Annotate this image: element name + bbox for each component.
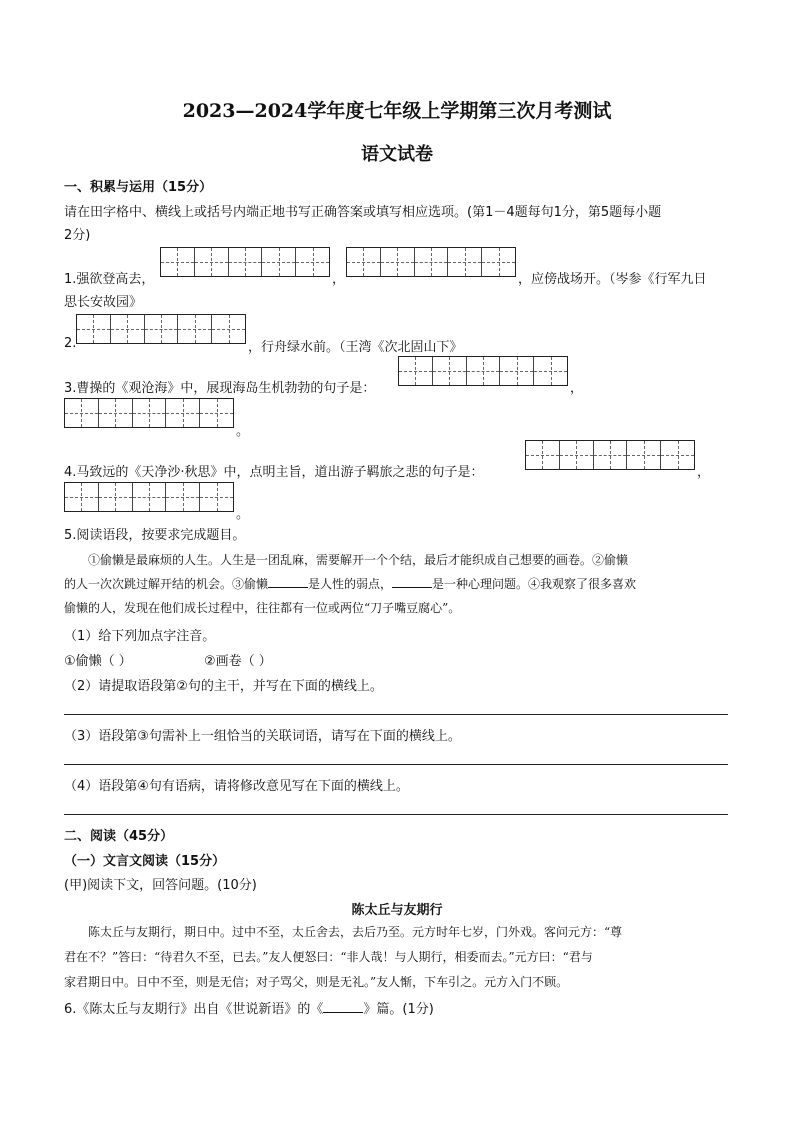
q3-answer-grid-1[interactable] [398,356,568,386]
q6-suffix: 》篇。(1分) [363,1002,434,1017]
q5-sub3: （3）语段第③句需补上一组恰当的关联词语，请写在下面的横线上。 [64,729,461,744]
q5-passage-line2a: 的人一次次跳过解开结的机会。③偷懒 [64,577,269,591]
q4-answer-grid-2[interactable] [64,482,234,512]
q3-comma: ， [570,381,584,396]
q1-prefix: 1.强欲登高去， [64,272,155,287]
q1-answer-grid-2[interactable] [346,247,516,277]
q5-blank-1[interactable] [268,575,308,588]
q2-answer-grid[interactable] [76,314,246,344]
q4-answer-grid-1[interactable] [525,440,695,470]
q6-prefix: 6.《陈太丘与友期行》出自《世说新语》的《 [64,1002,324,1017]
q1-suffix2: 思长安故园》 [64,295,143,310]
q5-sub2-answer-line[interactable] [64,714,728,715]
q1-comma: ， [332,272,346,287]
q3-text: 3.曹操的《观沧海》中，展现海岛生机勃勃的句子是： [64,381,376,396]
q5-sub3-answer-line[interactable] [64,764,728,765]
passage-line2: 君在不？”答曰：“待君久不至，已去。”友人便怒曰：“非人哉！与人期行，相委而去。”元方曰：“君与 [64,950,593,964]
q1-answer-grid-1[interactable] [160,247,330,277]
q4-text: 4.马致远的《天净沙·秋思》中，点明主旨，道出游子羁旅之悲的句子是： [64,465,484,480]
q5-sub4: （4）语段第④句有语病，请将修改意见写在下面的横线上。 [64,779,409,794]
part-a-instruction: (甲)阅读下文，回答问题。(10分) [64,878,257,893]
q3-end: 。 [236,424,250,439]
q2-suffix: ，行舟绿水前。（王湾《次北固山下》 [248,340,463,355]
q5-intro: 5.阅读语段，按要求完成题目。 [64,528,246,543]
q5-blank-2[interactable] [392,575,432,588]
q3-answer-grid-2[interactable] [64,398,234,428]
instructions-line2: 2分) [64,228,91,243]
instructions-line1: 请在田字格中、横线上或括号内端正地书写正确答案或填写相应选项。(第1－4题每句1分，第5题每小题 [64,205,662,220]
section2-subheading: （一）文言文阅读（15分） [64,854,226,869]
q5-sub1-a[interactable]: ①偷懒（ ） [64,654,132,669]
section2-heading: 二、阅读（45分） [64,829,174,844]
q5-passage-line2b: 是人性的弱点， [308,577,393,591]
q5-passage-line2c: 是一种心理问题。④我观察了很多喜欢 [432,577,637,591]
q6 [64,998,434,1017]
q5-sub4-answer-line[interactable] [64,814,728,815]
q4-comma: ， [697,465,711,480]
q5-passage-line2 [64,575,636,592]
exam-title: 2023—2024学年度七年级上学期第三次月考测试 [182,100,612,122]
q1-suffix: ，应傍战场开。（岑参《行军九日 [518,272,707,287]
q2-prefix: 2. [64,336,77,351]
passage-line1: 陈太丘与友期行，期日中。过中不至，太丘舍去，去后乃至。元方时年七岁，门外戏。客问元方：“尊 [88,925,623,939]
passage-line3: 家君期日中。日中不至，则是无信；对子骂父，则是无礼。”友人惭，下车引之。元方入门不顾。 [64,975,569,989]
section1-heading: 一、积累与运用（15分） [64,180,213,195]
q5-sub2: （2）请提取语段第②句的主干，并写在下面的横线上。 [64,679,383,694]
q5-passage-line3: 偷懒的人，发现在他们成长过程中，往往都有一位或两位“刀子嘴豆腐心”。 [64,601,461,615]
q6-blank[interactable] [323,1000,363,1013]
q4-end: 。 [236,507,250,522]
q5-sub1-b[interactable]: ②画卷（ ） [204,654,272,669]
q5-sub1: （1）给下列加点字注音。 [64,629,216,644]
q5-passage-line1: ①偷懒是最麻烦的人生。人生是一团乱麻，需要解开一个个结，最后才能织成自己想要的画卷。②偷懒 [88,553,629,567]
passage-title: 陈太丘与友期行 [351,903,443,918]
exam-subtitle: 语文试卷 [361,144,433,165]
